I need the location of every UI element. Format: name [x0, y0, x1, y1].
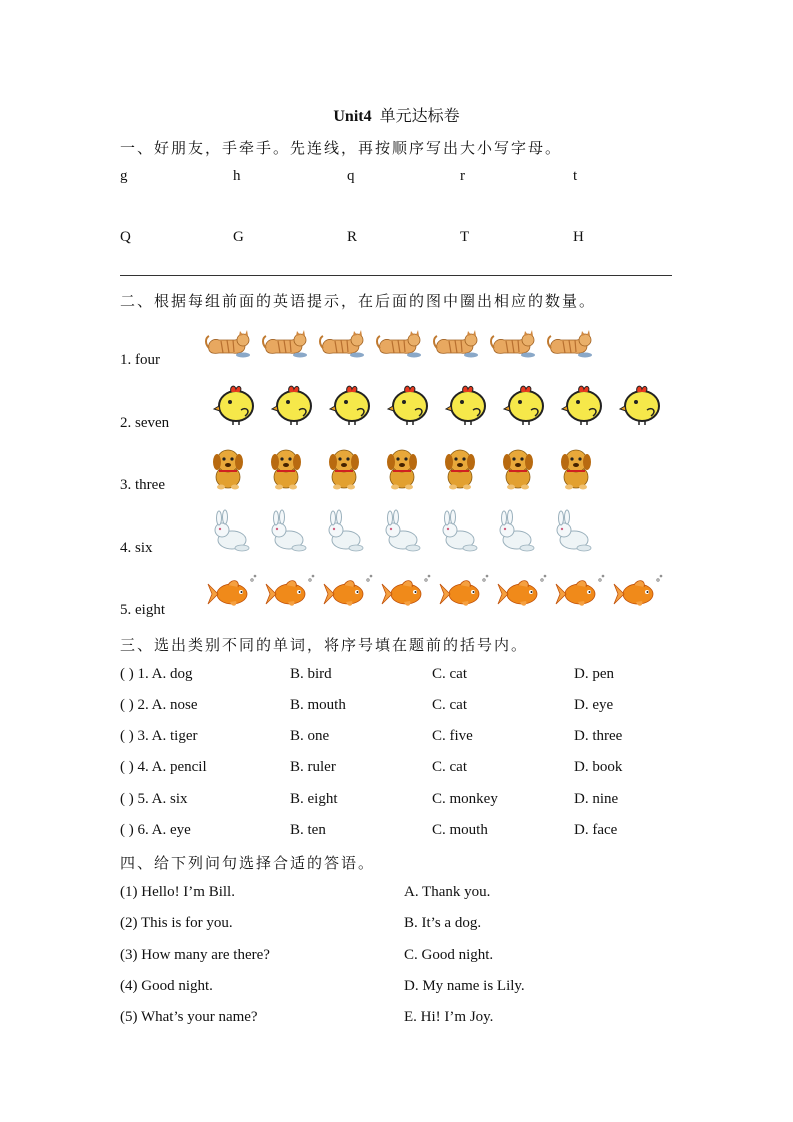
dialog-answer: B. It’s a dog.: [404, 915, 482, 931]
cat-icon[interactable]: [205, 328, 251, 360]
cat-icon[interactable]: [319, 328, 365, 360]
row-label-three: 3. three: [120, 477, 165, 493]
upper-letter: G: [233, 229, 244, 245]
dialog-question: (3) How many are there?: [120, 947, 270, 963]
dog-icon[interactable]: [498, 447, 538, 493]
chick-icon[interactable]: [331, 384, 373, 428]
option-d: D. three: [574, 728, 623, 744]
dialog-answer: A. Thank you.: [404, 884, 491, 900]
option-b: B. bird: [290, 666, 332, 682]
dialog-question: (1) Hello! I’m Bill.: [120, 884, 235, 900]
lower-letter: r: [460, 168, 465, 184]
dialog-answer: E. Hi! I’m Joy.: [404, 1009, 494, 1025]
chick-icon[interactable]: [563, 384, 605, 428]
rabbit-icon[interactable]: [324, 512, 368, 552]
goldfish-icon[interactable]: [326, 576, 374, 612]
dialog-question: (4) Good night.: [120, 978, 213, 994]
writing-line[interactable]: [120, 275, 672, 276]
dog-icon[interactable]: [556, 447, 596, 493]
section4-heading: 四、给下列问句选择合适的答语。: [120, 854, 376, 872]
goldfish-icon[interactable]: [558, 576, 606, 612]
dog-icon[interactable]: [382, 447, 422, 493]
dialog-answer: C. Good night.: [404, 947, 494, 963]
option-c: C. cat: [432, 697, 467, 713]
option-b: B. mouth: [290, 697, 346, 713]
dialog-question: (5) What’s your name?: [120, 1009, 258, 1025]
option-d: D. book: [574, 759, 623, 775]
dog-icon[interactable]: [324, 447, 364, 493]
option-c: C. mouth: [432, 822, 488, 838]
section1-heading: 一、好朋友，手牵手。先连线，再按顺序写出大小写字母。: [120, 139, 563, 157]
question-text[interactable]: ( ) 4. A. pencil: [120, 759, 207, 775]
goldfish-icon[interactable]: [210, 576, 258, 612]
goldfish-icon[interactable]: [616, 576, 664, 612]
title-name: 单元达标卷: [379, 108, 460, 125]
rabbit-icon[interactable]: [495, 512, 539, 552]
chick-icon[interactable]: [389, 384, 431, 428]
rabbit-icon[interactable]: [552, 512, 596, 552]
chick-icon[interactable]: [621, 384, 663, 428]
row-label-four: 1. four: [120, 352, 160, 368]
cat-icon[interactable]: [262, 328, 308, 360]
goldfish-icon[interactable]: [384, 576, 432, 612]
option-d: D. face: [574, 822, 618, 838]
option-c: C. cat: [432, 666, 467, 682]
chick-icon[interactable]: [505, 384, 547, 428]
dog-icon[interactable]: [440, 447, 480, 493]
rabbit-icon[interactable]: [438, 512, 482, 552]
dialog-question: (2) This is for you.: [120, 915, 233, 931]
lower-letter: q: [347, 168, 355, 184]
dog-icon[interactable]: [208, 447, 248, 493]
chick-icon[interactable]: [273, 384, 315, 428]
rabbit-icon[interactable]: [267, 512, 311, 552]
chick-icon[interactable]: [215, 384, 257, 428]
dog-icon[interactable]: [266, 447, 306, 493]
page-title: [0, 103, 793, 126]
row-label-eight: 5. eight: [120, 602, 165, 618]
cat-icon[interactable]: [433, 328, 479, 360]
option-d: D. nine: [574, 791, 619, 807]
option-d: D. eye: [574, 697, 614, 713]
question-text[interactable]: ( ) 6. A. eye: [120, 822, 191, 838]
option-b: B. ten: [290, 822, 326, 838]
upper-letter: T: [460, 229, 470, 245]
question-text[interactable]: ( ) 3. A. tiger: [120, 728, 198, 744]
section3-heading: 三、选出类别不同的单词，将序号填在题前的括号内。: [120, 636, 529, 654]
goldfish-icon[interactable]: [500, 576, 548, 612]
lower-letter: t: [573, 168, 578, 184]
row-label-six: 4. six: [120, 540, 153, 556]
option-b: B. eight: [290, 791, 338, 807]
option-d: D. pen: [574, 666, 614, 682]
upper-letter: Q: [120, 229, 131, 245]
upper-letter: R: [347, 229, 358, 245]
goldfish-icon[interactable]: [442, 576, 490, 612]
cat-icon[interactable]: [376, 328, 422, 360]
unit-label: Unit4: [333, 108, 372, 125]
option-c: C. monkey: [432, 791, 498, 807]
dialog-answer: D. My name is Lily.: [404, 978, 525, 994]
cat-icon[interactable]: [547, 328, 593, 360]
lower-letter: h: [233, 168, 241, 184]
goldfish-icon[interactable]: [268, 576, 316, 612]
section2-heading: 二、根据每组前面的英语提示，在后面的图中圈出相应的数量。: [120, 292, 597, 310]
rabbit-icon[interactable]: [210, 512, 254, 552]
rabbit-icon[interactable]: [381, 512, 425, 552]
question-text[interactable]: ( ) 2. A. nose: [120, 697, 198, 713]
question-text[interactable]: ( ) 5. A. six: [120, 791, 188, 807]
row-label-seven: 2. seven: [120, 415, 170, 431]
lower-letter: g: [120, 168, 128, 184]
option-b: B. ruler: [290, 759, 336, 775]
chick-icon[interactable]: [447, 384, 489, 428]
option-b: B. one: [290, 728, 330, 744]
cat-icon[interactable]: [490, 328, 536, 360]
question-text[interactable]: ( ) 1. A. dog: [120, 666, 193, 682]
option-c: C. cat: [432, 759, 467, 775]
upper-letter: H: [573, 229, 584, 245]
option-c: C. five: [432, 728, 473, 744]
